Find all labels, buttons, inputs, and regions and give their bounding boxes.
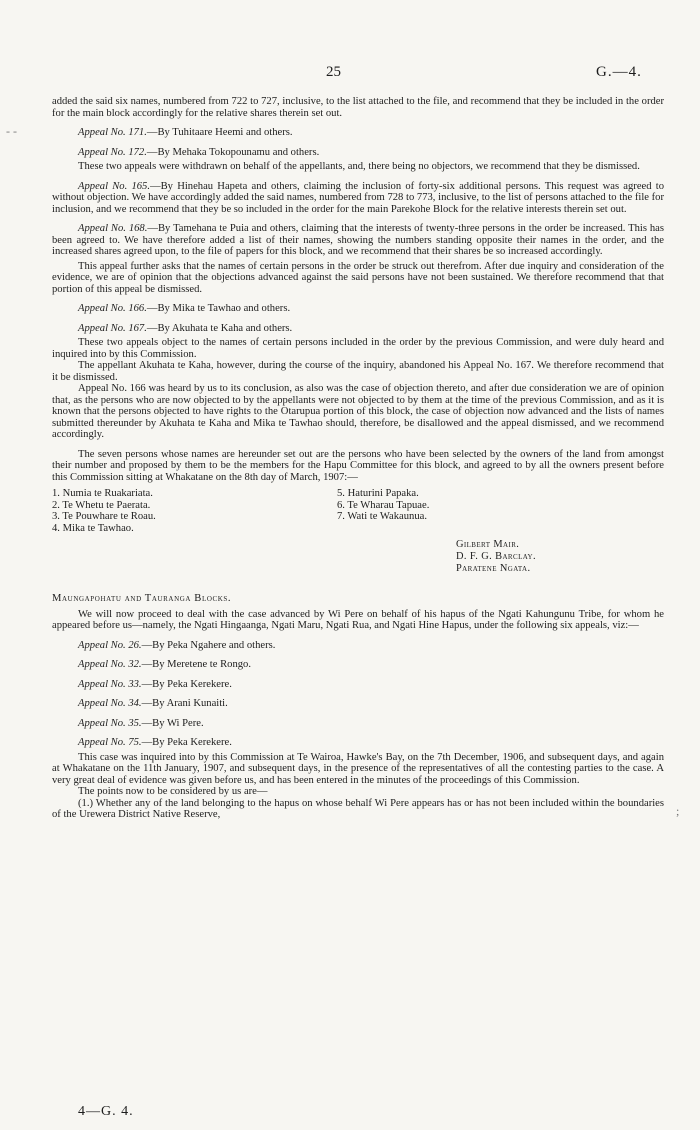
appeal-text: —By Tuhitaare Heemi and others. (146, 127, 293, 138)
appeal-166 (52, 303, 664, 315)
signatures (456, 539, 664, 575)
paragraph: These two appeals were withdrawn on behalf of the appellants, and, there being no objectors, we recommend that they be dismissed. (78, 161, 640, 172)
list-item: 4. Mika te Tawhao. (52, 522, 134, 534)
signature: Paratene Ngata. (456, 563, 531, 574)
appeal-172 (52, 147, 664, 159)
appeal-label: Appeal No. 165. (78, 180, 151, 192)
appeal-text: —By Arani Kunaiti. (141, 698, 228, 709)
appeal-label: Appeal No. 172. (78, 146, 147, 158)
list-item: 1. Numia te Ruakariata. (52, 488, 153, 499)
appeal-165 (52, 181, 664, 216)
appeal-168 (52, 223, 664, 258)
document-reference: G.—4. (596, 64, 642, 80)
section-heading: Maungapohatu and Tauranga Blocks. (52, 593, 232, 604)
footer-signature-mark: 4—G. 4. (78, 1104, 134, 1119)
appeal-label: Appeal No. 35. (78, 717, 142, 729)
appeal-33 (52, 679, 664, 691)
committee-list (52, 488, 664, 534)
appeal-label: Appeal No. 34. (78, 698, 142, 709)
appeal-text: —By Wi Pere. (141, 717, 204, 729)
appeal-label: Appeal No. 166. (78, 303, 147, 314)
paragraph: This appeal further asks that the names of certain persons in the order be struck out therefrom. After due inquiry and consideration of the evidence, we are of opinion that the objections advanced against the said persons have not been sustained. We therefore recommend that that portion of this appeal be dismissed. (52, 260, 664, 295)
paragraph: The appellant Akuhata te Kaha, however, during the course of the inquiry, abandoned his Appeal No. 167. We therefore recommend that it be dismissed. (52, 360, 664, 383)
appeal-34 (52, 698, 664, 710)
appeal-text: —By Peka Kerekere. (141, 737, 232, 748)
paragraph: These two appeals object to the names of certain persons included in the order by the previous Commission, and were duly heard and inquired into by this Commission. (52, 337, 664, 360)
paragraph: The points now to be considered by us are— (78, 786, 268, 797)
appeal-171 (52, 127, 664, 139)
list-item: 2. Te Whetu te Paerata. (52, 499, 151, 511)
appeal-label: Appeal No. 26. (78, 639, 142, 651)
appeal-label: Appeal No. 32. (78, 659, 142, 670)
committee-list-right (337, 488, 429, 534)
appeal-label: Appeal No. 168. (78, 223, 148, 234)
appeal-label: Appeal No. 75. (78, 737, 142, 748)
appeal-label: Appeal No. 171. (78, 127, 147, 138)
appeal-35 (52, 718, 664, 730)
list-item: 7. Wati te Wakaunua. (337, 511, 427, 522)
paragraph: The seven persons whose names are hereunder set out are the persons who have been selected by the owners of the land from amongst their number and proposed by them to be the members for the Hapu Committee for this block, and agreed to by all the owners present before this Commission sitting at Whakatane on the 8th day of March, 1907:— (52, 448, 664, 483)
paragraph: added the said six names, numbered from 722 to 727, inclusive, to the list attached to the file, and recommend that they be included in the order for the main block accordingly for the relative shares therein set out. (52, 96, 664, 119)
appeal-text: —By Hinehau Hapeta and others, claiming the inclusion of forty-six additional persons. This request was agreed to without objection. We have accordingly added the said names, numbered from 728 to 773, inclusive, to the list of persons attached to the file for inclusion, and we recommend that they be so included in the order for the main Parekohe Block for the relative interests therein set out. (52, 180, 664, 215)
page-number: 25 (326, 64, 341, 80)
paragraph: (1.) Whether any of the land belonging to the hapus on whose behalf Wi Pere appears has or has not been included within the boundaries of the Urewera District Native Reserve, (52, 797, 664, 820)
committee-list-left (52, 488, 337, 534)
appeal-text: —By Tamehana te Puia and others, claiming that the interests of twenty-three persons in the order be increased. This has been agreed to. We have therefore added a list of their names, showing the numbers standing opposite their names in the order, and the increased shares agreed upon, to the file of papers for this block, and we recommend that their shares be so increased accordingly. (52, 223, 665, 257)
list-item: 5. Haturini Papaka. (337, 488, 419, 499)
paragraph: This case was inquired into by this Commission at Te Wairoa, Hawke's Bay, on the 7th December, 1906, and subsequent days, and again at Whakatane on the 11th January, 1907, and subsequent days, in the presence of the representatives of all the contesting parties to the case. A very great deal of evidence was given before us, and has been entered in the minutes of the proceedings of this Commission. (52, 751, 664, 786)
appeal-75 (52, 737, 664, 749)
document-body (52, 96, 664, 821)
appeal-167 (52, 323, 664, 335)
appeal-text: —By Akuhata te Kaha and others. (146, 322, 293, 334)
signature: D. F. G. Barclay. (456, 551, 537, 562)
appeal-text: —By Peka Kerekere. (141, 678, 232, 690)
appeal-32 (52, 659, 664, 671)
margin-mark: - - (6, 124, 17, 138)
appeal-label: Appeal No. 33. (78, 678, 142, 690)
appeal-text: —By Meretene te Rongo. (141, 659, 252, 670)
list-item: 3. Te Pouwhare te Roau. (52, 511, 156, 522)
appeal-label: Appeal No. 167. (78, 322, 147, 334)
appeal-26 (52, 640, 664, 652)
margin-mark: ; (676, 804, 680, 818)
appeal-text: —By Peka Ngahere and others. (141, 639, 276, 651)
appeal-text: —By Mika te Tawhao and others. (146, 303, 291, 314)
list-item: 6. Te Wharau Tapuae. (337, 499, 430, 511)
paragraph: We will now proceed to deal with the case advanced by Wi Pere on behalf of his hapus of the Ngati Kahungunu Tribe, for whom he appeared before us—namely, the Ngati Hingaanga, Ngati Maru, Ngati Rua, and Ngati Hine Hapus, under the following six appeals, viz:— (52, 608, 664, 631)
signature: Gilbert Mair. (456, 539, 520, 550)
paragraph: Appeal No. 166 was heard by us to its conclusion, as also was the case of objection thereto, and after due consideration we are of opinion that, as the persons who are now objected to by the appellants were not objected to by them at the time of the previous Commission, and as it is known that the persons objected to have rights to the Otarupua portion of this block, the case of objection now advanced and the lists of names submitted thereunder by Akuhata te Kaha and Mika te Tawhao should, therefore, be disallowed and the appeal dismissed, and we recommend accordingly. (52, 383, 664, 440)
appeal-text: —By Mehaka Tokopounamu and others. (146, 146, 320, 158)
